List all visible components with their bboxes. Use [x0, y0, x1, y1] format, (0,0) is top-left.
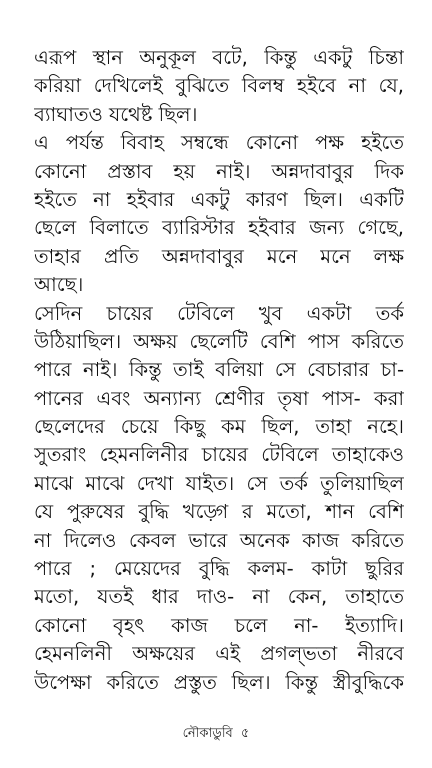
text-line: সুতরাং হেমনলিনীর চায়ের টেবিলে তাহাকেও — [34, 443, 404, 467]
text-line: ব্যাঘাতও যথেষ্ট ছিল। — [34, 102, 198, 126]
page-number: ৫ — [240, 726, 250, 741]
text-line: ছেলে বিলাতে ব্যারিস্টার হইবার জন্য গেছে, — [34, 216, 404, 240]
text-line: পারে ; মেয়েদের বুদ্ধি কলম- কাটা ছুরির — [34, 557, 404, 581]
text-line: সেদিন চায়ের টেবিলে খুব একটা তর্ক — [34, 301, 404, 325]
page-footer — [0, 726, 432, 742]
text-line: মাঝে মাঝে দেখা যাইত। সে তর্ক তুলিয়াছিল — [34, 471, 404, 495]
text-line: পারে নাই। কিন্তু তাই বলিয়া সে বেচারার চা- — [34, 358, 404, 382]
text-line: উপেক্ষা করিতে প্রস্তুত ছিল। কিন্তু স্ত্রীবুদ্ধিকে — [34, 670, 404, 694]
text-line: কোনো প্রস্তাব হয় নাই। অন্নদাবাবুর দিক — [34, 159, 404, 183]
text-line: পানের এবং অন্যান্য শ্রেণীর তৃষা পাস- করা — [34, 386, 404, 410]
book-title: নৌকাডুবি — [182, 726, 233, 741]
text-line: তাহার প্রতি অন্নদাবাবুর মনে মনে লক্ষ — [34, 244, 404, 268]
text-line: এ পর্যন্ত বিবাহ সম্বন্ধে কোনো পক্ষ হইতে — [34, 131, 404, 155]
text-line: কোনো বৃহৎ কাজ চলে না- ইত্যাদি। — [34, 613, 404, 637]
text-line: না দিলেও কেবল ভারে অনেক কাজ করিতে — [34, 528, 404, 552]
text-line: এরূপ স্থান অনুকূল বটে, কিন্তু একটু চিন্তা — [34, 46, 404, 69]
text-line: আছে। — [34, 273, 84, 297]
text-line: হইতে না হইবার একটু কারণ ছিল। একটি — [34, 187, 404, 211]
body-text — [34, 44, 404, 697]
text-line: মতো, যতই ধার দাও- না কেন, তাহাতে — [34, 585, 404, 609]
text-line: করিয়া দেখিলেই বুঝিতে বিলম্ব হইবে না যে, — [34, 74, 404, 98]
text-line: হেমনলিনী অক্ষয়ের এই প্রগল্ভতা নীরবে — [34, 642, 404, 666]
text-line: উঠিয়াছিল। অক্ষয় ছেলেটি বেশি পাস করিতে — [34, 329, 404, 353]
text-line: ছেলেদের চেয়ে কিছু কম ছিল, তাহা নহে। — [34, 415, 404, 439]
text-line: যে পুরুষের বুদ্ধি খড়্গে র মতো, শান বেশি — [34, 500, 404, 524]
